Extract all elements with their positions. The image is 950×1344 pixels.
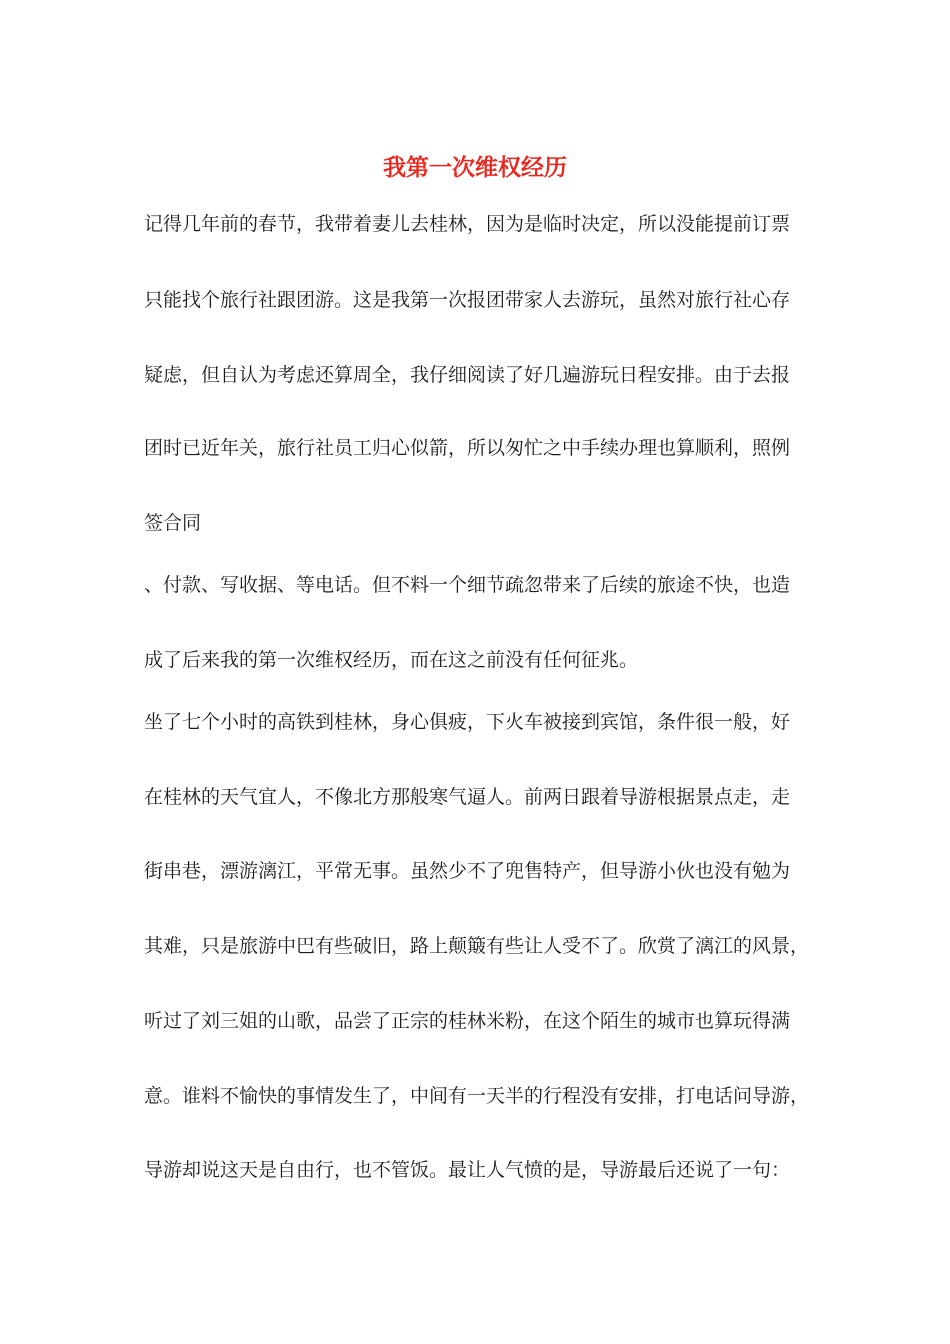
paragraph-line-5: 签合同 <box>144 512 202 534</box>
paragraph-line-1: 记得几年前的春节，我带着妻儿去桂林，因为是临时决定，所以没能提前订票 <box>144 213 791 235</box>
paragraph-line-10: 街串巷，漂游漓江，平常无事。虽然少不了兜售特产，但导游小伙也没有勉为 <box>144 860 791 882</box>
paragraph-line-8: 坐了七个小时的高铁到桂林，身心俱疲，下火车被接到宾馆，条件很一般，好 <box>144 711 791 733</box>
document-title: 我第一次维权经历 <box>383 154 567 181</box>
paragraph-line-2: 只能找个旅行社跟团游。这是我第一次报团带家人去游玩，虽然对旅行社心存 <box>144 289 791 311</box>
paragraph-line-6: 、付款、写收据、等电话。但不料一个细节疏忽带来了后续的旅途不快，也造 <box>144 574 791 596</box>
paragraph-line-4: 团时已近年关，旅行社员工归心似箭，所以匆忙之中手续办理也算顺利，照例 <box>144 437 791 459</box>
paragraph-line-3: 疑虑，但自认为考虑还算周全，我仔细阅读了好几遍游玩日程安排。由于去报 <box>144 364 791 386</box>
paragraph-line-13: 意。谁料不愉快的事情发生了，中间有一天半的行程没有安排，打电话问导游， <box>144 1085 810 1107</box>
paragraph-line-7: 成了后来我的第一次维权经历，而在这之前没有任何征兆。 <box>144 649 639 671</box>
paragraph-line-9: 在桂林的天气宜人，不像北方那般寒气逼人。前两日跟着导游根据景点走，走 <box>144 786 791 808</box>
paragraph-line-14: 导游却说这天是自由行，也不管饭。最让人气愤的是，导游最后还说了一句： <box>144 1159 791 1181</box>
paragraph-line-12: 听过了刘三姐的山歌，品尝了正宗的桂林米粉，在这个陌生的城市也算玩得满 <box>144 1010 791 1032</box>
paragraph-line-11: 其难，只是旅游中巴有些破旧，路上颠簸有些让人受不了。欣赏了漓江的风景， <box>144 935 810 957</box>
